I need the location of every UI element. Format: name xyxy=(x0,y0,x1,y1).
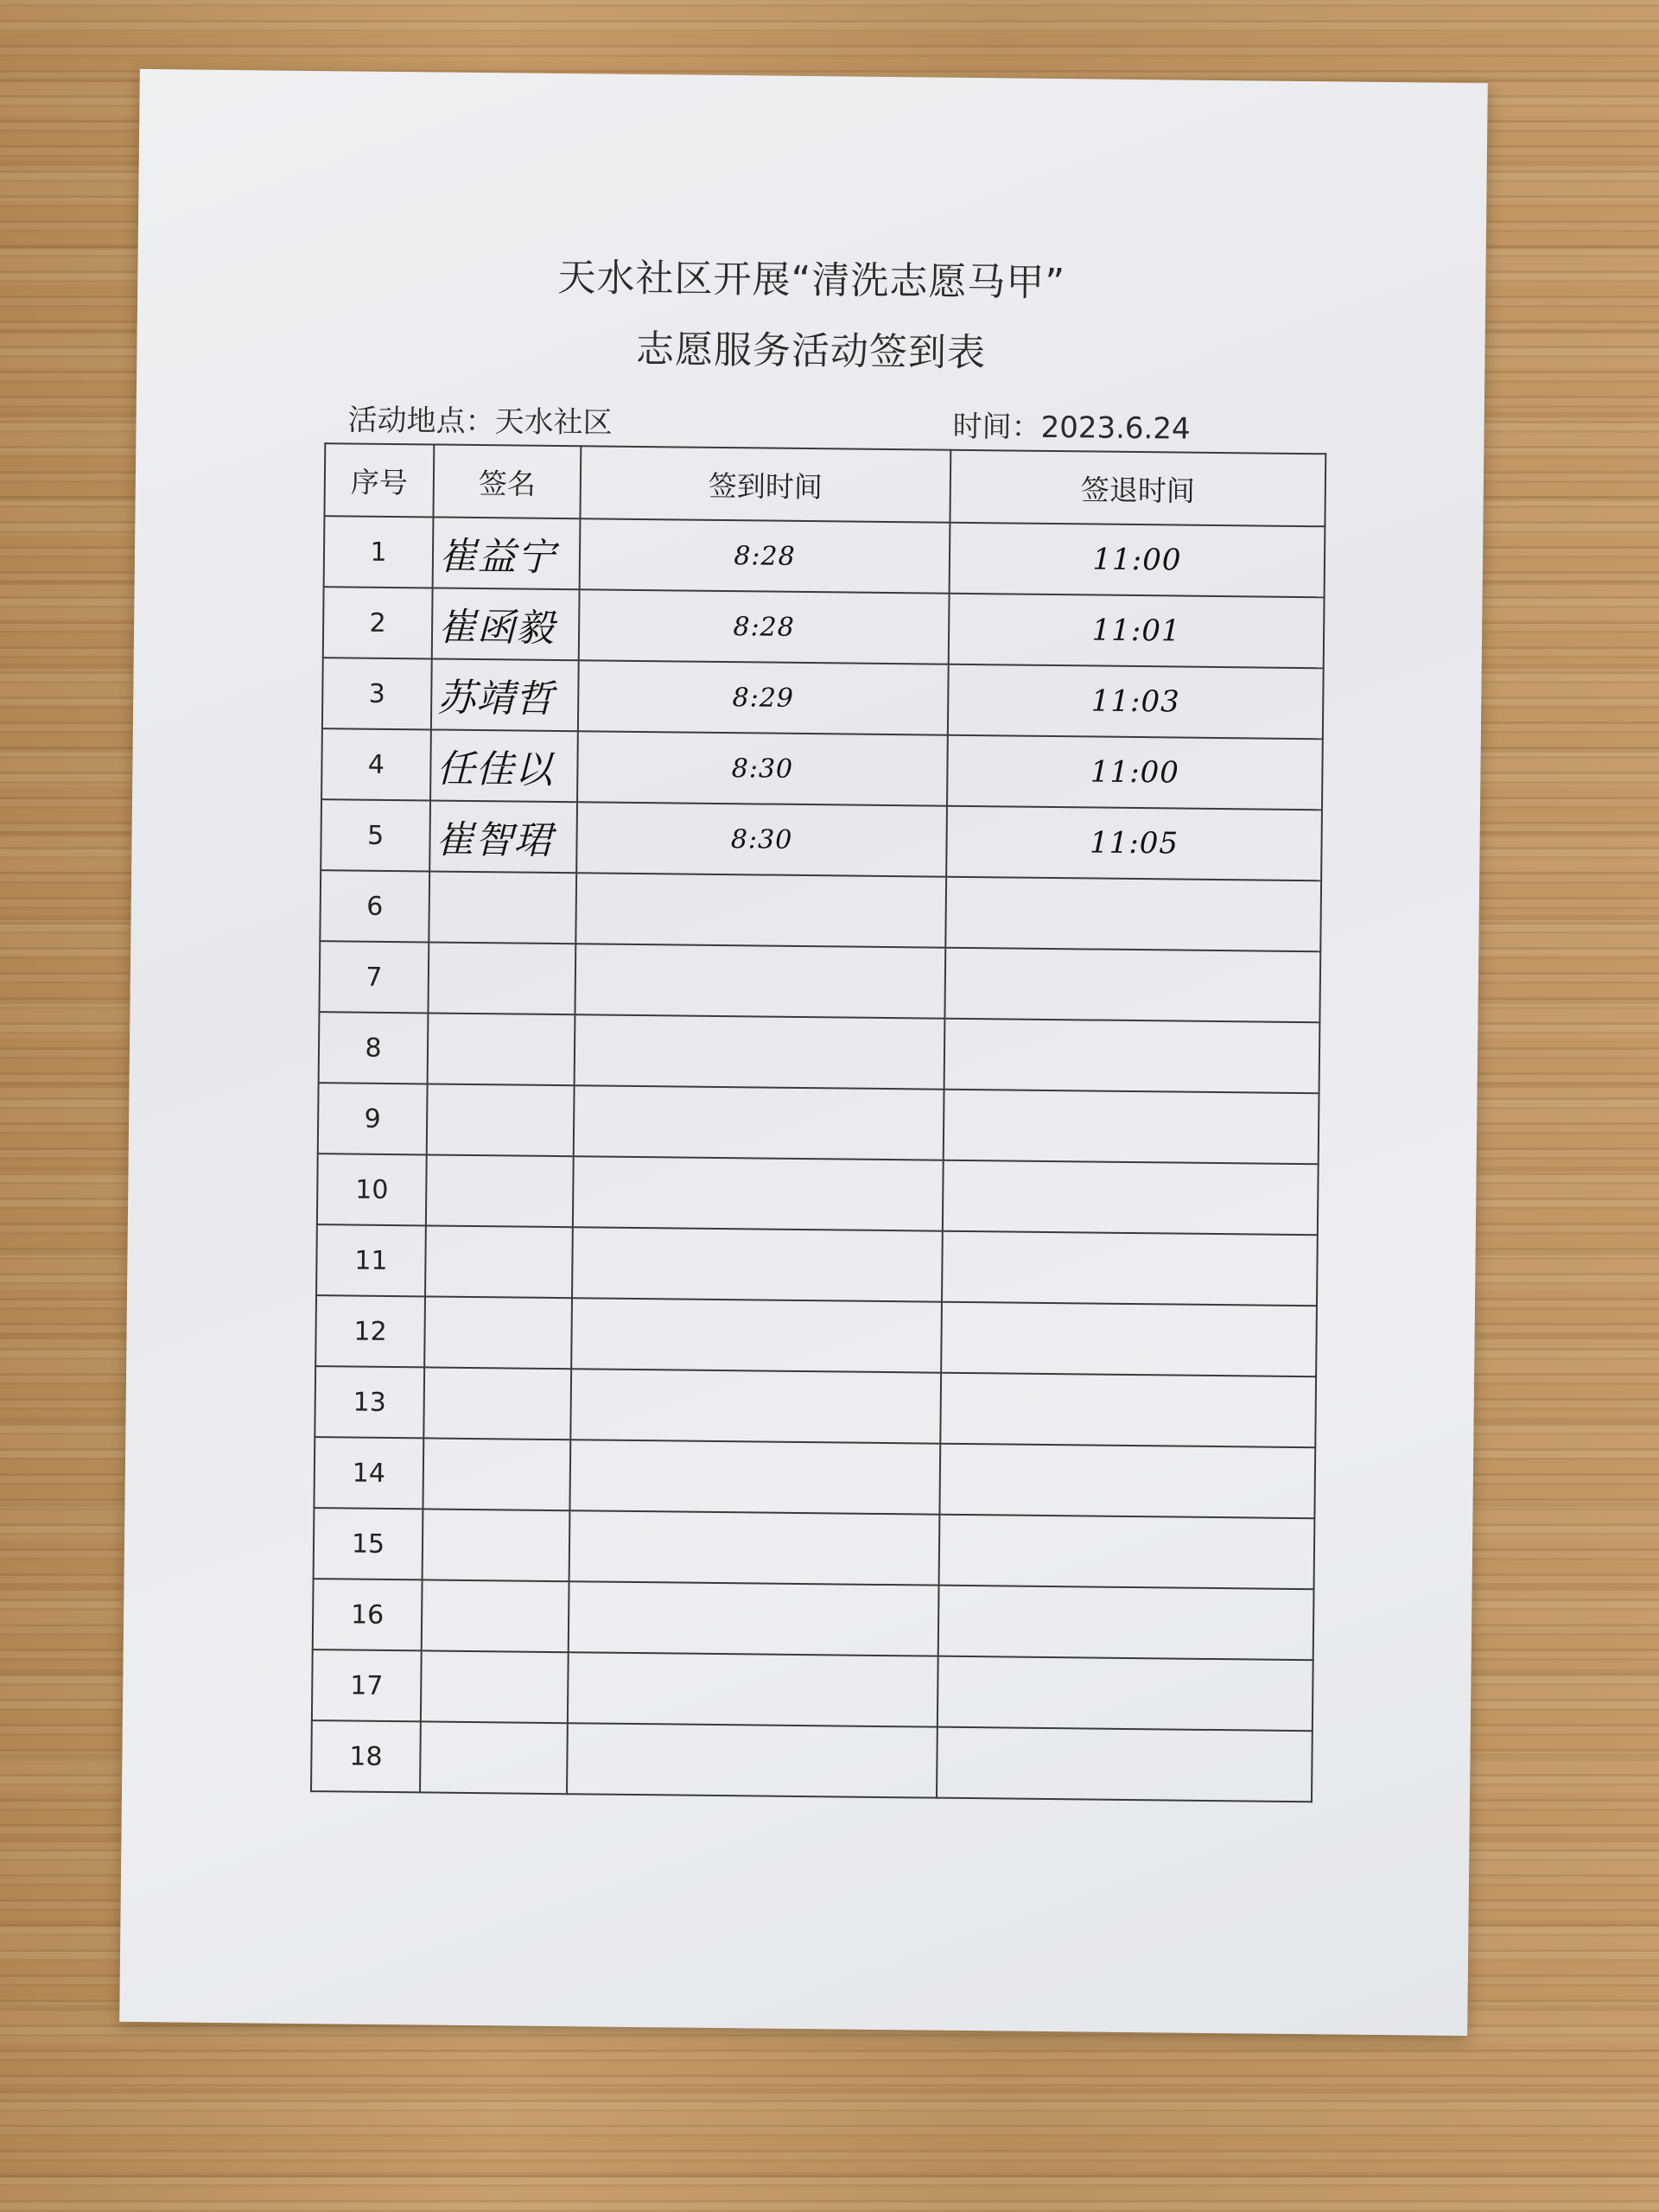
sign-in-time-cell xyxy=(569,1510,940,1585)
table-row xyxy=(312,1649,1313,1731)
location-value: 天水社区 xyxy=(494,404,613,441)
date-label: 时间： xyxy=(952,409,1041,445)
row-number: 7 xyxy=(319,941,429,1013)
row-number: 10 xyxy=(317,1154,427,1225)
signature-cell xyxy=(423,1367,571,1440)
table-row xyxy=(315,1366,1316,1447)
sign-in-time-cell: 8:29 xyxy=(578,660,949,734)
sign-out-time-cell xyxy=(944,948,1320,1023)
column-header-sign-out-time: 签退时间 xyxy=(950,450,1325,527)
row-number: 13 xyxy=(315,1366,424,1438)
table-row xyxy=(320,870,1321,951)
table-row xyxy=(321,728,1323,810)
sign-out-time-cell xyxy=(945,877,1321,952)
row-number: 4 xyxy=(321,728,431,800)
signature-cell xyxy=(425,1225,573,1298)
column-header-number: 序号 xyxy=(324,443,434,517)
sign-out-time-cell xyxy=(942,1231,1318,1306)
table-header-row xyxy=(324,443,1325,526)
sign-out-time-cell xyxy=(939,1515,1315,1590)
signature-cell: 崔益宁 xyxy=(433,517,581,589)
row-number: 16 xyxy=(313,1579,423,1650)
sign-out-time-cell xyxy=(938,1656,1313,1732)
sign-in-time-cell xyxy=(574,1085,944,1160)
column-header-sign-in-time: 签到时间 xyxy=(580,446,950,522)
row-number: 15 xyxy=(314,1508,423,1580)
row-number: 5 xyxy=(321,799,430,871)
sheet-subtitle: 志愿服务活动签到表 xyxy=(635,327,987,376)
sign-in-time-cell xyxy=(569,1440,940,1514)
sign-in-time-cell xyxy=(573,1156,944,1230)
sign-in-time-cell: 8:28 xyxy=(580,518,950,593)
column-header-signature: 签名 xyxy=(433,444,581,518)
signature-cell xyxy=(429,871,576,944)
sign-out-time-cell xyxy=(938,1586,1314,1661)
table-row xyxy=(314,1508,1315,1589)
table-row xyxy=(323,587,1325,668)
sign-in-time-cell: 8:30 xyxy=(577,731,948,805)
sign-out-time-cell: 11:03 xyxy=(948,664,1324,740)
activity-location xyxy=(347,396,612,441)
signature-cell xyxy=(423,1509,570,1581)
date-value: 2023.6.24 xyxy=(1040,410,1191,447)
sign-in-time-cell xyxy=(568,1652,938,1726)
activity-date xyxy=(952,403,1191,448)
signature-cell: 任佳以 xyxy=(430,729,578,802)
table-row xyxy=(321,799,1322,880)
signature-cell xyxy=(423,1438,570,1510)
table-row xyxy=(319,941,1320,1022)
row-number: 9 xyxy=(318,1083,428,1154)
sign-in-time-cell: 8:28 xyxy=(579,589,950,664)
row-number: 8 xyxy=(319,1012,429,1084)
signature-cell xyxy=(421,1650,569,1723)
location-label: 活动地点： xyxy=(347,403,495,440)
row-number: 2 xyxy=(323,587,433,658)
sign-out-time-cell xyxy=(943,1160,1319,1236)
table-row xyxy=(314,1437,1315,1518)
row-number: 12 xyxy=(315,1295,425,1367)
sign-out-time-cell xyxy=(940,1373,1316,1448)
row-number: 11 xyxy=(316,1224,426,1296)
row-number: 14 xyxy=(314,1437,423,1509)
signature-cell xyxy=(428,942,575,1014)
sign-out-time-cell xyxy=(944,1019,1320,1094)
signature-cell xyxy=(420,1721,568,1794)
table-row xyxy=(313,1579,1314,1660)
sign-in-time-cell xyxy=(572,1227,943,1301)
table-body xyxy=(311,516,1325,1802)
table-row xyxy=(322,658,1324,739)
table-row xyxy=(318,1083,1319,1164)
signature-cell xyxy=(428,1013,575,1085)
signature-cell xyxy=(427,1084,575,1156)
row-number: 17 xyxy=(312,1649,422,1721)
signature-cell xyxy=(422,1580,569,1652)
sign-in-time-cell xyxy=(575,1014,945,1089)
row-number: 18 xyxy=(311,1720,421,1792)
sign-out-time-cell xyxy=(939,1444,1315,1519)
sign-in-time-cell xyxy=(569,1581,939,1656)
row-number: 6 xyxy=(320,870,429,942)
table-row xyxy=(315,1295,1317,1376)
table-row xyxy=(311,1720,1313,1802)
table-row xyxy=(317,1154,1319,1235)
sign-out-time-cell xyxy=(944,1090,1319,1165)
sign-in-time-cell xyxy=(575,944,945,1018)
sign-out-time-cell xyxy=(937,1727,1313,1802)
sign-in-time-cell xyxy=(570,1369,941,1443)
sign-out-time-cell: 11:01 xyxy=(949,594,1325,669)
signature-cell xyxy=(426,1154,574,1227)
sign-in-time-cell xyxy=(575,873,946,947)
signature-cell: 苏靖哲 xyxy=(431,658,579,731)
sign-in-time-cell xyxy=(571,1298,942,1372)
table-row xyxy=(319,1012,1320,1093)
signature-cell: 崔函毅 xyxy=(432,588,580,660)
paper-sheet xyxy=(119,69,1488,2036)
sheet-title: 天水社区开展“清洗志愿马甲” xyxy=(557,255,1066,306)
table-row xyxy=(316,1224,1318,1306)
sign-out-time-cell: 11:05 xyxy=(946,806,1322,881)
sign-out-time-cell: 11:00 xyxy=(950,523,1325,598)
row-number: 1 xyxy=(324,516,434,588)
sign-out-time-cell: 11:00 xyxy=(947,735,1323,810)
sign-in-time-cell: 8:30 xyxy=(576,802,947,876)
row-number: 3 xyxy=(322,658,432,729)
sign-in-time-cell xyxy=(567,1723,938,1797)
sign-in-table xyxy=(310,442,1326,1802)
signature-cell xyxy=(424,1296,572,1369)
sign-out-time-cell xyxy=(941,1302,1317,1377)
table-row xyxy=(324,516,1325,597)
signature-cell: 崔智珺 xyxy=(429,800,577,873)
